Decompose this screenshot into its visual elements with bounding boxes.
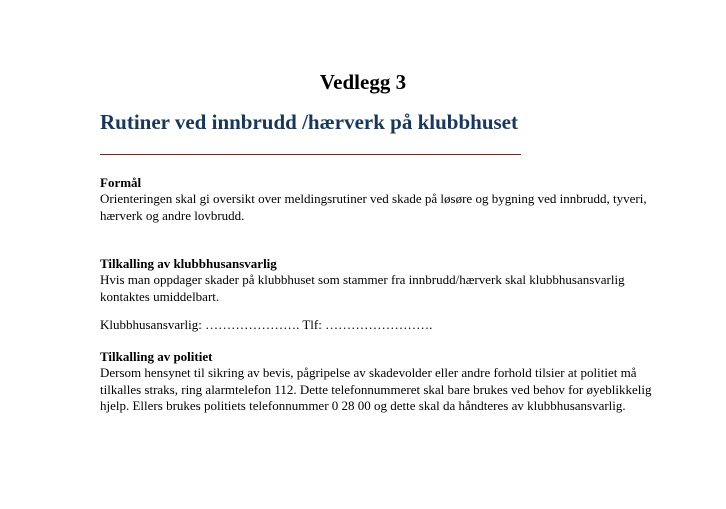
section-body: Hvis man oppdager skader på klubbhuset som stammer fra innbrudd/hærverk skal klubbhusansvarlig kontaktes umiddelbart.	[100, 272, 625, 304]
appendix-title: Vedlegg 3	[319, 70, 407, 94]
title-underline-rule	[100, 154, 521, 155]
document-title: Rutiner ved innbrudd /hærverk på klubbhuset	[100, 110, 518, 134]
section-club-house-contact	[100, 256, 660, 305]
section-heading: Tilkalling av politiet	[100, 349, 213, 364]
section-heading: Tilkalling av klubbhusansvarlig	[100, 256, 277, 271]
section-formal	[100, 175, 660, 224]
section-body: Orienteringen skal gi oversikt over meldingsrutiner ved skade på løsøre og bygning ved innbrudd, tyveri, hærverk og andre lovbrudd.	[100, 191, 647, 223]
section-police-contact	[100, 349, 660, 415]
contact-fill-in-line: Klubbhusansvarlig: …………………. Tlf: …………………….	[100, 317, 433, 332]
section-body: Dersom hensynet til sikring av bevis, pågripelse av skadevolder eller andre forhold tilsier at politiet må tilkalles straks, ring alarmtelefon 112. Dette telefonnummeret skal bare brukes ved behov for øyeblikkelig hjelp. Ellers brukes politiets telefonnummer 0 28 00 og dette skal da håndteres av klubbhusansvarlig.	[100, 365, 652, 413]
section-heading: Formål	[100, 175, 142, 190]
